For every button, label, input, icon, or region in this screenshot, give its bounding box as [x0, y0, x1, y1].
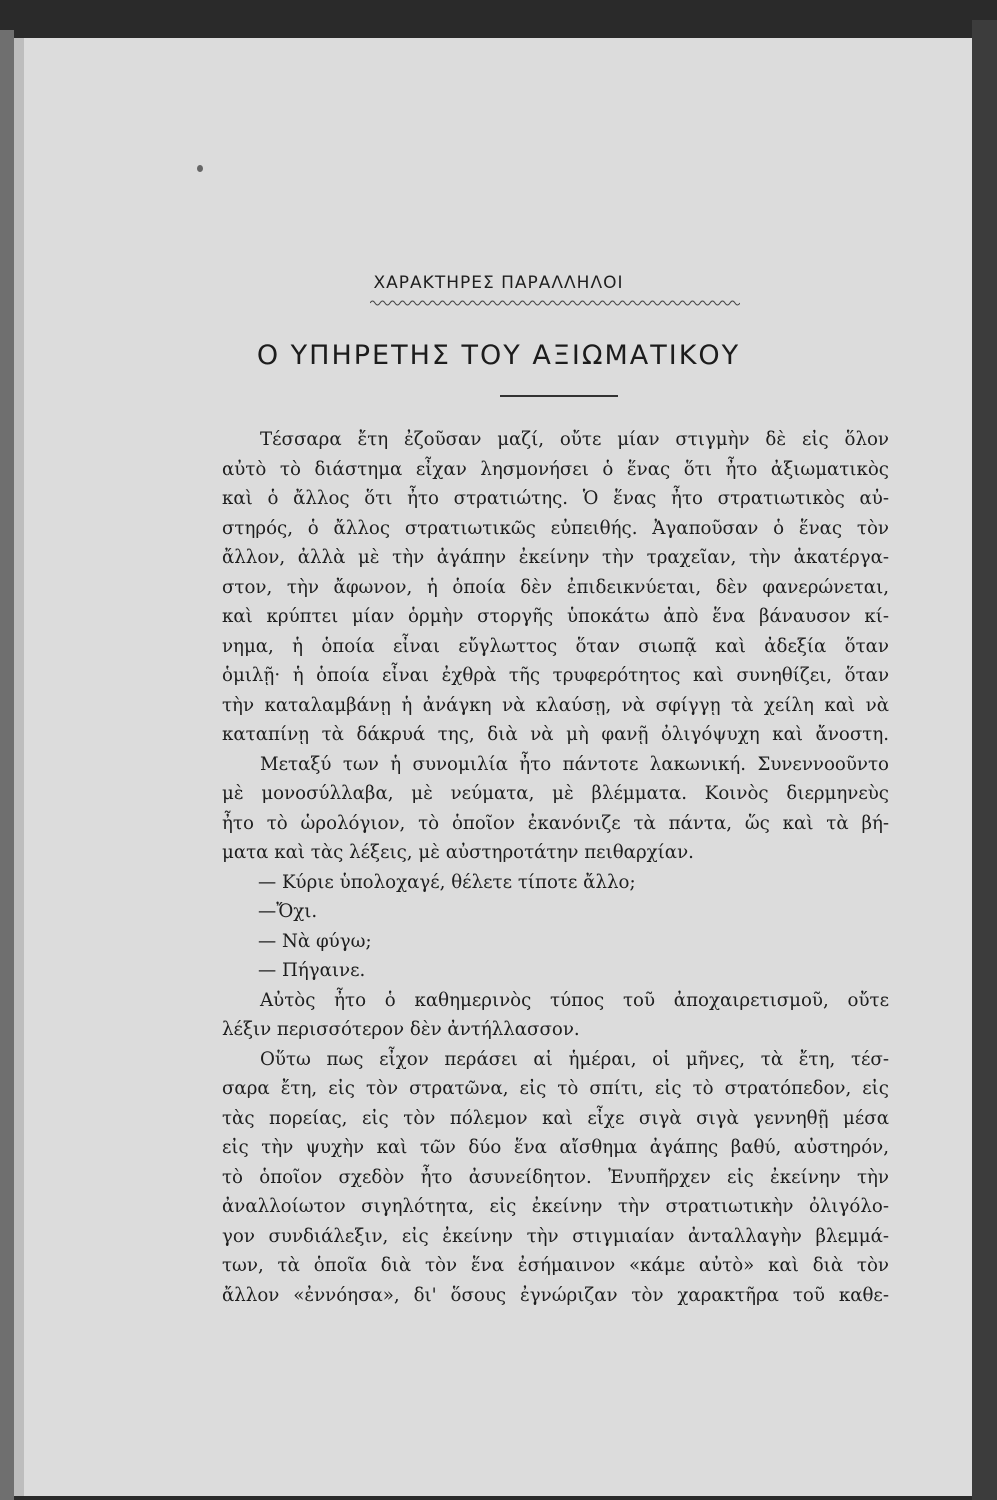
text-line: καὶ ὁ ἄλλος ὅτι ἦτο στρατιώτης. Ὁ ἕνας ἦτο στρατιωτικὸς αὐ-: [222, 488, 889, 509]
text-line: στον, τὴν ἄφωνον, ἡ ὁποία δὲν ἐπιδεικνύεται, δὲν φανερώνεται,: [222, 576, 889, 598]
page-edge: [972, 20, 997, 1500]
text-line: λέξιν περισσότερον δὲν ἀντήλλασσον.: [222, 1019, 580, 1040]
dialogue-line: —Ὄχι.: [258, 901, 318, 922]
text-line: γον συνδιάλεξιν, εἰς ἐκείνην τὴν στιγμιαίαν ἀνταλλαγὴν βλεμμά-: [222, 1225, 889, 1247]
ink-spot: [197, 165, 203, 172]
text-line: καὶ κρύπτει μίαν ὁρμὴν στοργῆς ὑποκάτω ἀπὸ ἕνα βάναυσον κί-: [222, 606, 889, 627]
text-line: Οὕτω πως εἶχον περάσει αἱ ἡμέραι, οἱ μῆνες, τὰ ἔτη, τέσ-: [260, 1048, 889, 1070]
title-rule: [500, 395, 618, 397]
page-title: Ο ΥΠΗΡΕΤΗΣ ΤΟΥ ΑΞΙΩΜΑΤΙΚΟΥ: [256, 340, 741, 371]
wavy-underline: [370, 298, 740, 308]
dialogue-line: — Κύριε ὑπολοχαγέ, θέλετε τίποτε ἄλλο;: [258, 871, 636, 893]
dialogue-line: — Πήγαινε.: [258, 960, 366, 981]
paragraph-4: [222, 1045, 889, 1311]
text-line: ἄλλον «ἐννόησα», δι' ὅσους ἐγνώριζαν τὸν χαρακτῆρα τοῦ καθε-: [222, 1284, 889, 1306]
dialogue-line: — Νὰ φύγω;: [258, 930, 372, 952]
section-heading: ΧΑΡΑΚΤΗΡΕΣ ΠΑΡΑΛΛΗΛΟΙ: [373, 273, 624, 293]
paragraph-3: [222, 986, 889, 1045]
text-line: ἦτο τὸ ὡρολόγιον, τὸ ὁποῖον ἐκανόνιζε τὰ πάντα, ὥς καὶ τὰ βή-: [222, 812, 889, 834]
paragraph-2: [222, 750, 889, 868]
text-line: τὸ ὁποῖον σχεδὸν ἦτο ἀσυνείδητον. Ἐνυπῆρχεν εἰς ἐκείνην τὴν: [222, 1166, 889, 1188]
paragraph-1: [222, 425, 889, 750]
text-line: Τέσσαρα ἔτη ἐζοῦσαν μαζί, οὔτε μίαν στιγμὴν δὲ εἰς ὅλον: [260, 429, 889, 450]
text-line: σαρα ἔτη, εἰς τὸν στρατῶνα, εἰς τὸ σπίτι, εἰς τὸ στρατόπεδον, εἰς: [222, 1078, 889, 1099]
text-line: ματα καὶ τὰς λέξεις, μὲ αὐστηροτάτην πειθαρχίαν.: [222, 842, 694, 863]
text-line: Μεταξύ των ἡ συνομιλία ἦτο πάντοτε λακωνική. Συνεννοοῦντο: [260, 753, 889, 775]
text-line: Αὐτὸς ἦτο ὁ καθημερινὸς τύπος τοῦ ἀποχαιρετισμοῦ, οὔτε: [260, 989, 889, 1011]
binding-shadow: [0, 30, 14, 1500]
text-line: καταπίνῃ τὰ δάκρυά της, διὰ νὰ μὴ φανῇ ὀλιγόψυχη καὶ ἄνοστη.: [222, 724, 889, 745]
text-line: νημα, ἡ ὁποία εἶναι εὔγλωττος ὅταν σιωπᾷ καὶ ἀδεξία ὅταν: [222, 635, 889, 657]
text-line: στηρός, ὁ ἄλλος στρατιωτικῶς εὐπειθής. Ἀγαποῦσαν ὁ ἕνας τὸν: [222, 517, 889, 539]
text-line: αὐτὸ τὸ διάστημα εἶχαν λησμονήσει ὁ ἕνας ὅτι ἦτο ἀξιωματικὸς: [222, 458, 889, 480]
dialogue: [222, 868, 889, 986]
text-line: ὁμιλῇ· ἡ ὁποία εἶναι ἐχθρὰ τῆς τρυφερότητος καὶ συνηθίζει, ὅταν: [222, 665, 889, 686]
text-line: εἰς τὴν ψυχὴν καὶ τῶν δύο ἕνα αἴσθημα ἀγάπης βαθύ, αὐστηρόν,: [222, 1137, 889, 1158]
text-line: τὰς πορείας, εἰς τὸν πόλεμον καὶ εἶχε σιγὰ σιγὰ γεννηθῇ μέσα: [222, 1107, 889, 1129]
text-line: ἀναλλοίωτον σιγηλότητα, εἰς ἐκείνην τὴν στρατιωτικὴν ὀλιγόλο-: [222, 1196, 889, 1217]
text-line: μὲ μονοσύλλαβα, μὲ νεύματα, μὲ βλέμματα. Κοινὸς διερμηνεὺς: [222, 783, 889, 804]
text-line: των, τὰ ὁποῖα διὰ τὸν ἕνα ἐσήμαινον «κάμε αὐτὸ» καὶ διὰ τὸν: [222, 1255, 889, 1276]
body-text: [222, 425, 889, 1310]
text-line: τὴν καταλαμβάνῃ ἡ ἀνάγκη νὰ κλαύσῃ, νὰ σφίγγῃ τὰ χείλη καὶ νὰ: [222, 694, 889, 716]
text-line: ἄλλον, ἀλλὰ μὲ τὴν ἀγάπην ἐκείνην τὴν τραχεῖαν, τὴν ἀκατέργα-: [222, 547, 889, 568]
